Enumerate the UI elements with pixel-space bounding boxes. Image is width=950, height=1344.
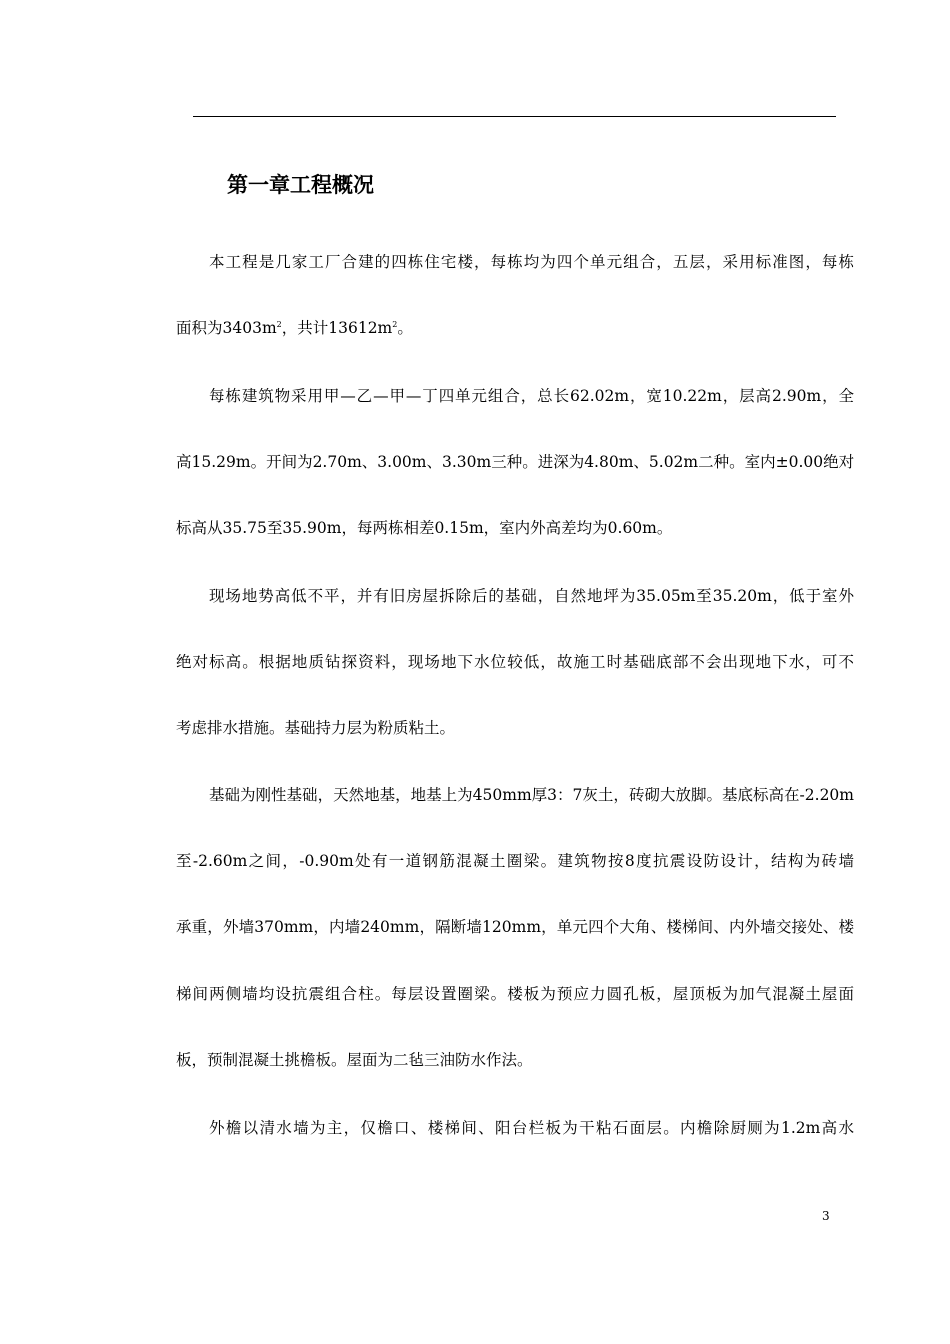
paragraph-4-line-3: 承重，外墙370mm，内墙240mm，隔断墙120mm，单元四个大角、楼梯间、内外墙交接处、楼 bbox=[176, 918, 854, 936]
chapter-title: 第一章工程概况 bbox=[227, 173, 374, 197]
paragraph-3-line-1: 现场地势高低不平，并有旧房屋拆除后的基础，自然地坪为35.05m至35.20m，低于室外 bbox=[209, 587, 854, 605]
paragraph-4-line-4: 梯间两侧墙均设抗震组合柱。每层设置圈梁。楼板为预应力圆孔板，屋顶板为加气混凝土屋面 bbox=[176, 985, 854, 1003]
paragraph-2-line-3: 标高从35.75至35.90m，每两栋相差0.15m，室内外高差均为0.60m。 bbox=[176, 519, 673, 537]
header-rule bbox=[193, 116, 836, 117]
paragraph-1-line-1: 本工程是几家工厂合建的四栋住宅楼，每栋均为四个单元组合，五层，采用标准图，每栋 bbox=[209, 253, 854, 271]
paragraph-2-line-1: 每栋建筑物采用甲—乙—甲—丁四单元组合，总长62.02m，宽10.22m，层高2.90m，全 bbox=[209, 387, 854, 405]
paragraph-3-line-3: 考虑排水措施。基础持力层为粉质粘土。 bbox=[176, 719, 456, 737]
paragraph-2-line-2: 高15.29m。开间为2.70m、3.00m、3.30m三种。进深为4.80m、5.02m二种。室内±0.00绝对 bbox=[176, 453, 855, 471]
paragraph-3-line-2: 绝对标高。根据地质钻探资料，现场地下水位较低，故施工时基础底部不会出现地下水，可不 bbox=[176, 653, 854, 671]
paragraph-4-line-2: 至-2.60m之间，-0.90m处有一道钢筋混凝土圈梁。建筑物按8度抗震设防设计，结构为砖墙 bbox=[176, 852, 854, 870]
paragraph-1-line-2 bbox=[176, 316, 854, 340]
paragraph-1-line-2-text: 面积为$3403m^2$，共计$13612m^2$。 bbox=[176, 319, 413, 337]
paragraph-4-line-5: 板，预制混凝土挑檐板。屋面为二毡三油防水作法。 bbox=[176, 1051, 533, 1069]
paragraph-5-line-1: 外檐以清水墙为主，仅檐口、楼梯间、阳台栏板为干粘石面层。内檐除厨厕为1.2m高水 bbox=[209, 1119, 854, 1137]
paragraph-4-line-1: 基础为刚性基础，天然地基，地基上为450mm厚3：7灰土，砖砌大放脚。基底标高在-2.20m bbox=[209, 786, 854, 804]
page-number: 3 bbox=[822, 1209, 830, 1223]
